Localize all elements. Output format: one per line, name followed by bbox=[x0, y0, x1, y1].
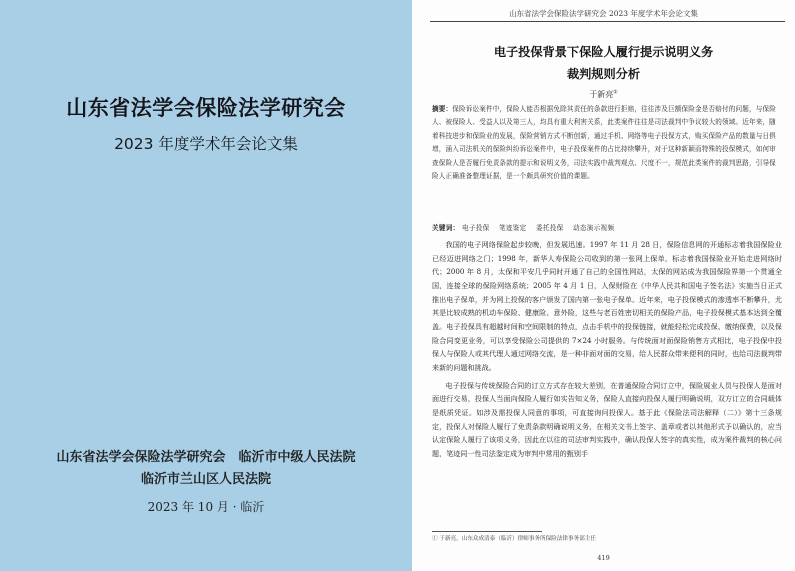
paper-page bbox=[412, 0, 795, 571]
keyword: 笔迹鉴定 bbox=[498, 224, 527, 232]
footnote: ① 于新亮，山东众成清泰（临沂）律师事务所保险法律事务部主任 bbox=[432, 536, 596, 542]
header-divider bbox=[430, 21, 785, 22]
keyword: 动态演示视频 bbox=[572, 224, 615, 232]
paper-title-line1: 电子投保背景下保险人履行提示说明义务 bbox=[493, 45, 714, 59]
running-head: 山东省法学会保险法学研究会 2023 年度学术年会论文集 bbox=[509, 9, 698, 18]
keyword: 电子投保 bbox=[461, 224, 490, 232]
abstract-label: 摘要： bbox=[432, 105, 453, 113]
page-number: 419 bbox=[597, 554, 610, 562]
keyword: 委托投保 bbox=[535, 224, 564, 232]
body-paragraph: 我国的电子网络保险起步较晚，但发展迅速。1997 年 11 月 28 日，保险信息网的开通标志着我国保险业已经迈进网络之门；1998 年，新华人寿保险公司收到的第一张网上保单，标志着我国保险业开始走进网络时代；2000 年 8 月，太保和平安几乎同时开通了自己的全国性网站，太保的网站成为我国保险界第一个贯通全国，连接全球的保险网络系统；2005 年 4 月 1 日，人保财险在《中华人民共和国电子签名法》实施当日正式推出电子保单，并为网上投保的客户颁发了国内第一张电子保单。近年来，电子投保模式的渗透率不断攀升，尤其是比较成熟的机动车保险、健康险、意外险，这些与老百姓密切相关的保险产品，电子投保模式基本达到全覆盖。电子投保具有超越时间和空间限制的特点，点击手机中的投保链接，就能轻松完成投保、缴纳保费，以及保险合同变更业务，可以享受保险公司提供的 7×24 小时服务。与传统面对面保险销售方式相比，电子投保中投保人与保险人或其代理人通过网络交流，是一种非面对面的交易，给人民群众带来便利的同时，也给司法裁判带来新的问题和挑战。 bbox=[432, 240, 782, 372]
cover-organizers-line2: 临沂市兰山区人民法院 bbox=[140, 472, 271, 487]
body-paragraph: 电子投保与传统保险合同的订立方式存在较大差别，在普通保险合同订立中，保险展业人员与投保人是面对面进行交易，投保人当面向保险人履行如实告知义务，保险人直接向投保人履行明确说明，双方订立的合同载体是纸质凭证。如涉及需投保人同意的事项，可直接询问投保人。基于此《保险法司法解释（二）》第十三条规定，投保人对保险人履行了免责条款明确说明义务，在相关文书上签字、盖章或者以其他形式予以确认的，应当认定保险人履行了该项义务，因此在以往的司法审判实践中，确认投保人签字的真实性，成为案件裁判的核心问题，笔迹同一性司法鉴定成为审判中常用的甄别手 bbox=[432, 380, 782, 458]
cover-organizers-line1: 山东省法学会保险法学研究会 临沂市中级人民法院 bbox=[56, 450, 356, 465]
author bbox=[412, 89, 795, 100]
abstract-text: 保险诉讼案件中，保险人能否根据免除其责任的条款进行拒赔，往往涉及巨额保险金是否赔付的问题，与保险人、被保险人、受益人以及第三人，均具有重大利害关系，此类案件往往是司法裁判中争议较大的领域。近年来，随着科技进步和保险业的发展，保险营销方式不断创新，通过手机、网络等电子投保方式，购买保险产品的数量与日俱增，涌入司法机关的保险纠纷诉讼案件中，电子投保案件的占比持续攀升，对于这种新颖而特殊的投保模式，如何审查保险人是否履行免责条款的提示和说明义务，司法实践中裁判观点、尺度不一，规范此类案件的裁判思路，引导保险人正确准备整理证据，是一个颇具研究价值的课题。 bbox=[432, 105, 776, 181]
footnote-divider bbox=[432, 531, 542, 532]
paper-title-line2: 裁判规则分析 bbox=[566, 67, 641, 81]
author-name: 于新亮 bbox=[589, 90, 614, 99]
cover-subtitle: 2023 年度学术年会论文集 bbox=[114, 135, 298, 153]
abstract bbox=[432, 103, 782, 183]
cover-title: 山东省法学会保险法学研究会 bbox=[66, 96, 346, 120]
keywords bbox=[432, 222, 782, 232]
body-text bbox=[432, 238, 782, 461]
keywords-label: 关键词： bbox=[432, 224, 460, 232]
author-note-mark: ① bbox=[613, 89, 618, 96]
cover-date: 2023 年 10 月 · 临沂 bbox=[147, 500, 265, 514]
